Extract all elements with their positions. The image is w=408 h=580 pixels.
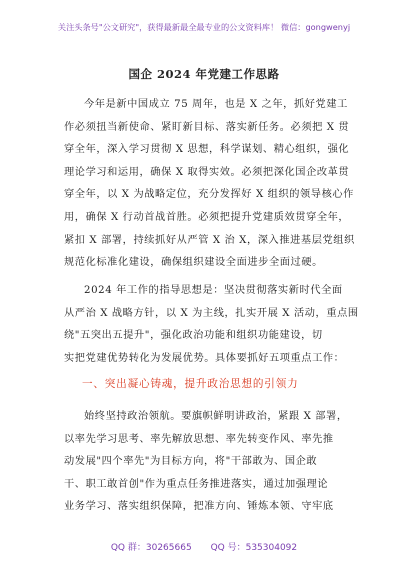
section-heading: 一、突出凝心铸魂，提升政治思想的引领力 (82, 378, 299, 390)
paragraph-line: 实把党建优势转化为发展优势。具体要抓好五项重点工作： (64, 352, 345, 364)
paragraph-guiding-thought (64, 280, 362, 370)
paragraph-line: 以率先学习思考、率先解放思想、率先转变作风、率先推 (64, 433, 334, 445)
paragraph-line: 从严治 X 战略方针，以 X 为主线，扎实开展 X 活动，重点围 (64, 307, 359, 319)
paragraph-line: 今年是新中国成立 75 周年，也是 X 之年，抓好党建工 (84, 99, 348, 110)
paragraph-line: 绕"五突出五提升"，强化政治功能和组织功能建设，切 (64, 330, 323, 342)
footer-qq-number: QQ 号：535304092 (210, 543, 298, 553)
paragraph-intro (64, 94, 362, 275)
paragraph-line: 理论学习和运用，确保 X 取得实效。必须把深化国企改革贯 (64, 166, 350, 178)
paragraph-line: 穿全年，深入学习贯彻 X 思想，科学谋划、精心组织，强化 (64, 144, 350, 156)
paragraph-line: 紧扣 X 部署，持续抓好从严管 X 治 X，深入推进基层党组织 (64, 234, 355, 246)
paragraph-line: 干、职工敢首创"作为重点任务推进落实，通过加强理论 (64, 478, 329, 490)
paragraph-line: 穿全年，以 X 为战略定位，充分发挥好 X 组织的领导核心作 (64, 189, 354, 201)
page-title: 国企 2024 年党建工作思路 (128, 67, 280, 81)
paragraph-line: 2024 年工作的指导思想是：坚决贯彻落实新时代全面 (84, 285, 343, 296)
footer-contact (0, 540, 408, 553)
footer-qq-group: QQ 群：30265665 (110, 543, 192, 553)
paragraph-line: 始终坚持政治领航。要旗帜鲜明讲政治，紧跟 X 部署， (84, 411, 348, 422)
header-promo-note: 关注头条号"公文研究"，获得最新最全最专业的公文资料库！ 微信：gongwenyj (57, 22, 351, 32)
paragraph-line: 用，确保 X 行动首战首胜。必须把提升党建质效贯穿全年， (64, 211, 350, 223)
paragraph-line: 作必须扭当新使命、紧盯新目标、落实新任务。必须把 X 贯 (64, 121, 350, 133)
paragraph-line: 业务学习、落实组织保障，把准方向、锤炼本领、守牢底 (64, 501, 334, 513)
paragraph-political-leadership (64, 406, 362, 519)
paragraph-line: 规范化标准化建设，确保组织建设全面进步全面过硬。 (64, 257, 323, 269)
paragraph-line: 动发展"四个率先"为目标方向，将"干部敢为、国企敢 (64, 456, 318, 468)
